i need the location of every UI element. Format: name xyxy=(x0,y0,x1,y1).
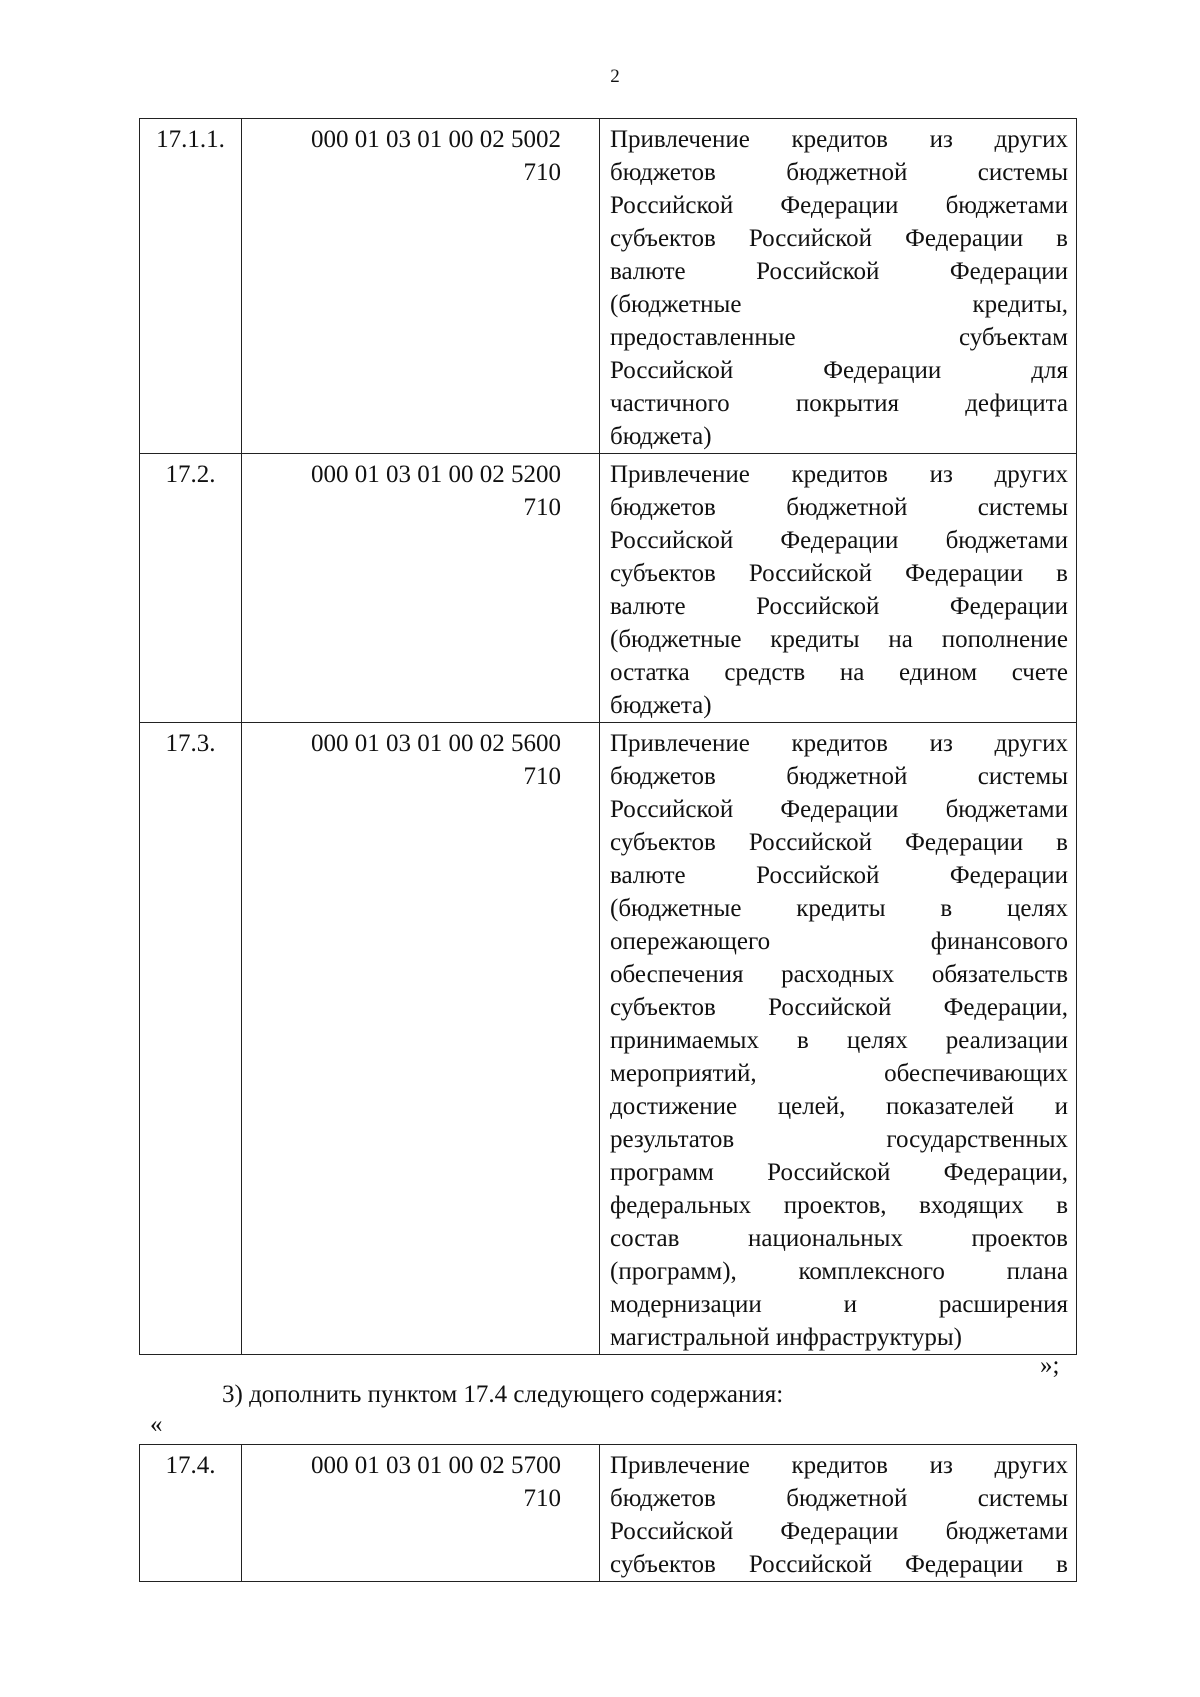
budget-code-line: 000 01 03 01 00 02 5002 xyxy=(311,126,561,153)
description-line: бюджетов бюджетной системы xyxy=(610,159,1068,186)
description-line: Привлечение кредитов из других xyxy=(610,126,1068,153)
description-line: субъектов Российской Федерации в xyxy=(610,829,1068,856)
description-line: бюджетов бюджетной системы xyxy=(610,763,1068,790)
description-line: Привлечение кредитов из других xyxy=(610,461,1068,488)
description-line: магистральной инфраструктуры) xyxy=(610,1324,962,1351)
description-line: бюджетов бюджетной системы xyxy=(610,1485,1068,1512)
description-line: Российской Федерации для xyxy=(610,357,1068,384)
description-line: принимаемых в целях реализации xyxy=(610,1027,1068,1054)
description-line: валюте Российской Федерации xyxy=(610,258,1068,285)
item-number: 17.4. xyxy=(140,1445,242,1582)
budget-code-suffix: 710 xyxy=(523,159,561,186)
description-line: (бюджетные кредиты в целях xyxy=(610,895,1068,922)
description-line: Российской Федерации бюджетами xyxy=(610,192,1068,219)
item-description xyxy=(600,723,1077,1355)
table-row xyxy=(140,119,1077,454)
description-line: (программ), комплексного плана xyxy=(610,1258,1068,1285)
opening-quote: « xyxy=(150,1411,163,1438)
description-line: субъектов Российской Федерации, xyxy=(610,994,1068,1021)
description-line: субъектов Российской Федерации в xyxy=(610,560,1068,587)
description-line: Российской Федерации бюджетами xyxy=(610,796,1068,823)
budget-code xyxy=(242,723,600,1355)
item-number: 17.2. xyxy=(140,454,242,723)
description-line: бюджетов бюджетной системы xyxy=(610,494,1068,521)
budget-code-suffix: 710 xyxy=(523,763,561,790)
description-line: модернизации и расширения xyxy=(610,1291,1068,1318)
description-line: субъектов Российской Федерации в xyxy=(610,1551,1068,1578)
item-description xyxy=(600,1445,1077,1582)
item-description xyxy=(600,454,1077,723)
description-line: Привлечение кредитов из других xyxy=(610,730,1068,757)
description-line: Привлечение кредитов из других xyxy=(610,1452,1068,1479)
page-number: 2 xyxy=(610,66,620,87)
item-number: 17.3. xyxy=(140,723,242,1355)
closing-quote: »; xyxy=(1040,1352,1060,1379)
budget-code xyxy=(242,119,600,454)
table-row xyxy=(140,1445,1077,1582)
new-item-table xyxy=(139,1444,1077,1582)
budget-codes-table xyxy=(139,118,1077,1355)
description-line: предоставленные субъектам xyxy=(610,324,1068,351)
description-line: программ Российской Федерации, xyxy=(610,1159,1068,1186)
description-line: бюджета) xyxy=(610,692,712,719)
description-line: достижение целей, показателей и xyxy=(610,1093,1068,1120)
budget-code-line: 000 01 03 01 00 02 5200 xyxy=(311,461,561,488)
table-row xyxy=(140,723,1077,1355)
budget-code-suffix: 710 xyxy=(523,1485,561,1512)
description-line: (бюджетные кредиты на пополнение xyxy=(610,626,1068,653)
budget-code-line: 000 01 03 01 00 02 5600 xyxy=(311,730,561,757)
table-row xyxy=(140,454,1077,723)
description-line: результатов государственных xyxy=(610,1126,1068,1153)
description-line: Российской Федерации бюджетами xyxy=(610,527,1068,554)
description-line: частичного покрытия дефицита xyxy=(610,390,1068,417)
budget-code xyxy=(242,1445,600,1582)
description-line: обеспечения расходных обязательств xyxy=(610,961,1068,988)
description-line: валюте Российской Федерации xyxy=(610,593,1068,620)
item-number: 17.1.1. xyxy=(140,119,242,454)
description-line: Российской Федерации бюджетами xyxy=(610,1518,1068,1545)
description-line: (бюджетные кредиты, xyxy=(610,291,1068,318)
description-line: бюджета) xyxy=(610,423,712,450)
description-line: остатка средств на едином счете xyxy=(610,659,1068,686)
budget-code xyxy=(242,454,600,723)
description-line: мероприятий, обеспечивающих xyxy=(610,1060,1068,1087)
description-line: субъектов Российской Федерации в xyxy=(610,225,1068,252)
description-line: федеральных проектов, входящих в xyxy=(610,1192,1068,1219)
item-description xyxy=(600,119,1077,454)
budget-code-suffix: 710 xyxy=(523,494,561,521)
description-line: состав национальных проектов xyxy=(610,1225,1068,1252)
budget-code-line: 000 01 03 01 00 02 5700 xyxy=(311,1452,561,1479)
description-line: валюте Российской Федерации xyxy=(610,862,1068,889)
instruction-text: 3) дополнить пунктом 17.4 следующего содержания: xyxy=(222,1381,784,1408)
description-line: опережающего финансового xyxy=(610,928,1068,955)
